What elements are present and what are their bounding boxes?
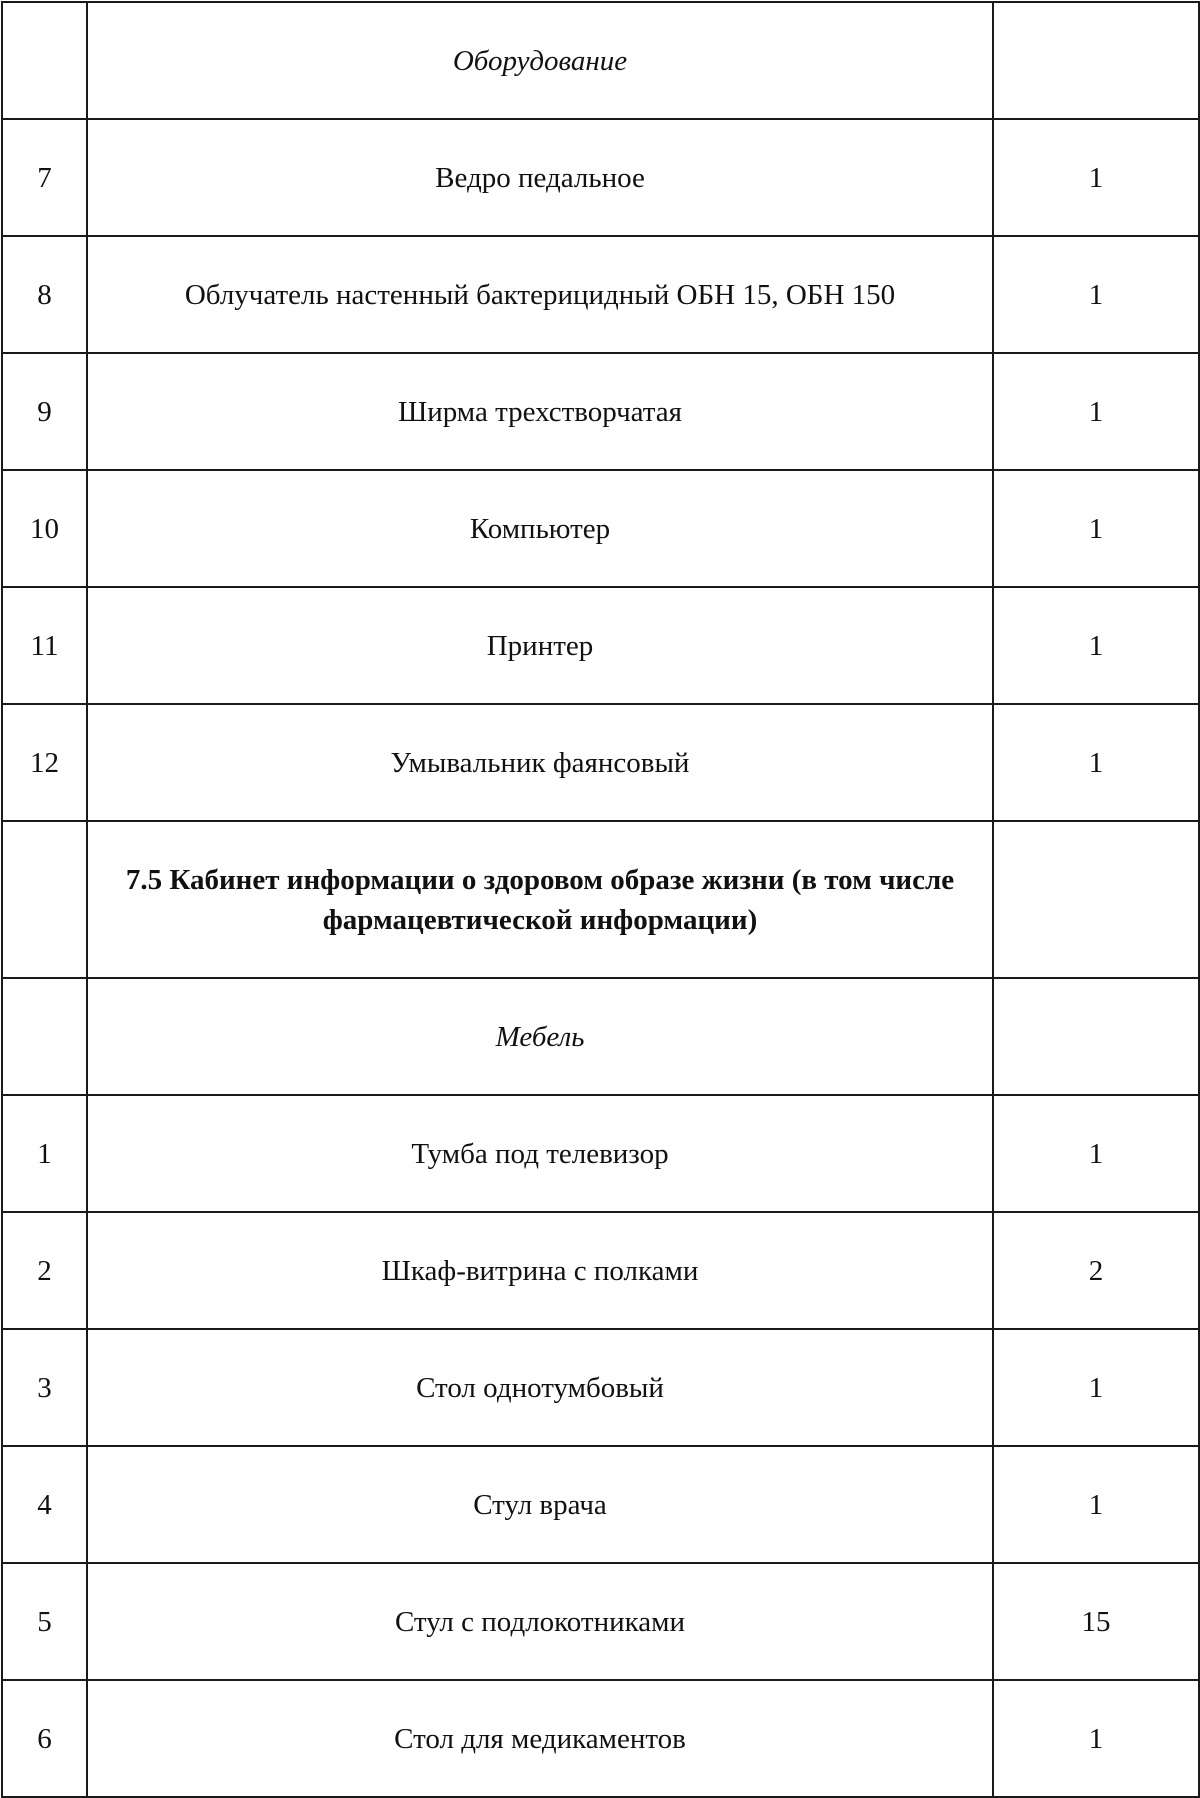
section-heading: 7.5 Кабинет информации о здоровом образе жизни (в том числе фармацевтической информации) bbox=[87, 821, 993, 978]
row-number: 5 bbox=[2, 1563, 87, 1680]
row-quantity bbox=[993, 2, 1199, 119]
row-number: 8 bbox=[2, 236, 87, 353]
item-name: Стол для медикаментов bbox=[87, 1680, 993, 1797]
row-quantity: 1 bbox=[993, 353, 1199, 470]
row-quantity: 1 bbox=[993, 704, 1199, 821]
table-row bbox=[2, 236, 1199, 353]
item-name: Умывальник фаянсовый bbox=[87, 704, 993, 821]
row-number: 3 bbox=[2, 1329, 87, 1446]
item-name: Принтер bbox=[87, 587, 993, 704]
row-number: 11 bbox=[2, 587, 87, 704]
row-quantity: 1 bbox=[993, 1680, 1199, 1797]
row-quantity: 1 bbox=[993, 1446, 1199, 1563]
subheading-row-equipment bbox=[2, 2, 1199, 119]
table-row bbox=[2, 470, 1199, 587]
item-name: Шкаф-витрина с полками bbox=[87, 1212, 993, 1329]
table-row bbox=[2, 1563, 1199, 1680]
row-number: 4 bbox=[2, 1446, 87, 1563]
table-row bbox=[2, 1212, 1199, 1329]
equipment-table bbox=[1, 1, 1200, 1798]
item-name: Ведро педальное bbox=[87, 119, 993, 236]
subheading-row-furniture bbox=[2, 978, 1199, 1095]
row-quantity: 1 bbox=[993, 119, 1199, 236]
item-name: Стул врача bbox=[87, 1446, 993, 1563]
table-row bbox=[2, 1680, 1199, 1797]
table-row bbox=[2, 353, 1199, 470]
table-row bbox=[2, 119, 1199, 236]
row-number: 2 bbox=[2, 1212, 87, 1329]
subheading-label: Мебель bbox=[87, 978, 993, 1095]
section-heading-row bbox=[2, 821, 1199, 978]
row-quantity: 1 bbox=[993, 236, 1199, 353]
item-name: Облучатель настенный бактерицидный ОБН 15, ОБН 150 bbox=[87, 236, 993, 353]
table-row bbox=[2, 1446, 1199, 1563]
row-quantity: 2 bbox=[993, 1212, 1199, 1329]
row-number: 1 bbox=[2, 1095, 87, 1212]
table-row bbox=[2, 587, 1199, 704]
row-quantity bbox=[993, 978, 1199, 1095]
item-name: Компьютер bbox=[87, 470, 993, 587]
table-row bbox=[2, 1329, 1199, 1446]
row-quantity: 1 bbox=[993, 1329, 1199, 1446]
row-quantity: 1 bbox=[993, 587, 1199, 704]
table-row bbox=[2, 1095, 1199, 1212]
row-number bbox=[2, 978, 87, 1095]
row-quantity: 1 bbox=[993, 470, 1199, 587]
row-number: 10 bbox=[2, 470, 87, 587]
item-name: Стол однотумбовый bbox=[87, 1329, 993, 1446]
item-name: Стул с подлокотниками bbox=[87, 1563, 993, 1680]
item-name: Тумба под телевизор bbox=[87, 1095, 993, 1212]
row-number: 7 bbox=[2, 119, 87, 236]
row-quantity: 1 bbox=[993, 1095, 1199, 1212]
row-number: 6 bbox=[2, 1680, 87, 1797]
row-number bbox=[2, 821, 87, 978]
table-row bbox=[2, 704, 1199, 821]
row-number: 12 bbox=[2, 704, 87, 821]
item-name: Ширма трехстворчатая bbox=[87, 353, 993, 470]
subheading-label: Оборудование bbox=[87, 2, 993, 119]
row-number: 9 bbox=[2, 353, 87, 470]
row-quantity: 15 bbox=[993, 1563, 1199, 1680]
row-quantity bbox=[993, 821, 1199, 978]
row-number bbox=[2, 2, 87, 119]
